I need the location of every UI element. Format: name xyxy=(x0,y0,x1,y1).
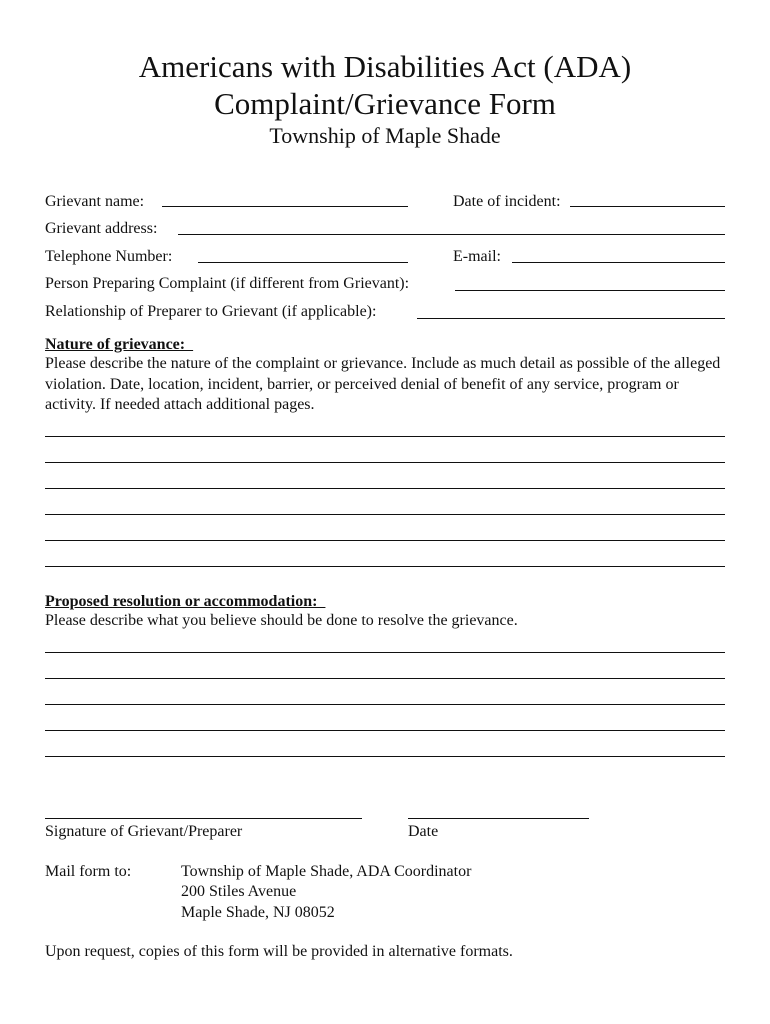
nature-answer-line[interactable] xyxy=(45,462,725,463)
resolution-answer-line[interactable] xyxy=(45,756,725,757)
mail-address-line3: Maple Shade, NJ 08052 xyxy=(181,904,335,921)
nature-answer-line[interactable] xyxy=(45,566,725,567)
relationship-field[interactable] xyxy=(417,318,725,319)
alternative-formats-note: Upon request, copies of this form will be provided in alternative formats. xyxy=(45,943,513,960)
date-of-incident-label: Date of incident: xyxy=(453,193,561,210)
nature-answer-line[interactable] xyxy=(45,514,725,515)
signature-field[interactable] xyxy=(45,818,362,819)
email-label: E-mail: xyxy=(453,248,501,265)
nature-of-grievance-heading: Nature of grievance: xyxy=(45,336,194,353)
proposed-resolution-heading: Proposed resolution or accommodation: xyxy=(45,593,326,610)
mail-address-line2: 200 Stiles Avenue xyxy=(181,883,297,900)
form-title-line2: Complaint/Grievance Form xyxy=(214,86,556,121)
person-preparing-field[interactable] xyxy=(455,290,725,291)
relationship-label: Relationship of Preparer to Grievant (if applicable): xyxy=(45,303,377,320)
signature-date-field[interactable] xyxy=(408,818,589,819)
grievant-name-label: Grievant name: xyxy=(45,193,145,210)
date-of-incident-field[interactable] xyxy=(570,206,725,207)
form-subtitle: Township of Maple Shade xyxy=(269,123,501,148)
person-preparing-label: Person Preparing Complaint (if different from Grievant): xyxy=(45,275,410,292)
proposed-resolution-description: Please describe what you believe should be done to resolve the grievance. xyxy=(45,612,518,629)
mail-address-line1: Township of Maple Shade, ADA Coordinator xyxy=(181,863,472,880)
email-field[interactable] xyxy=(512,262,725,263)
grievant-name-field[interactable] xyxy=(162,206,408,207)
nature-answer-line[interactable] xyxy=(45,540,725,541)
resolution-answer-line[interactable] xyxy=(45,730,725,731)
resolution-answer-line[interactable] xyxy=(45,652,725,653)
telephone-label: Telephone Number: xyxy=(45,248,173,265)
form-title-line1: Americans with Disabilities Act (ADA) xyxy=(138,49,632,84)
nature-answer-line[interactable] xyxy=(45,488,725,489)
mail-to-label: Mail form to: xyxy=(45,863,132,880)
grievant-address-label: Grievant address: xyxy=(45,220,158,237)
resolution-answer-line[interactable] xyxy=(45,704,725,705)
resolution-answer-line[interactable] xyxy=(45,678,725,679)
signature-date-label: Date xyxy=(408,823,439,840)
nature-of-grievance-description: Please describe the nature of the complaint or grievance. Include as much detail as possible of the alleged violation. Date, location, incident, barrier, or perceived denial of benefit of any service, program or activity. If needed attach additional pages. xyxy=(45,355,721,413)
nature-answer-line[interactable] xyxy=(45,436,725,437)
grievant-address-field[interactable] xyxy=(178,234,725,235)
signature-label: Signature of Grievant/Preparer xyxy=(45,823,243,840)
telephone-field[interactable] xyxy=(198,262,408,263)
